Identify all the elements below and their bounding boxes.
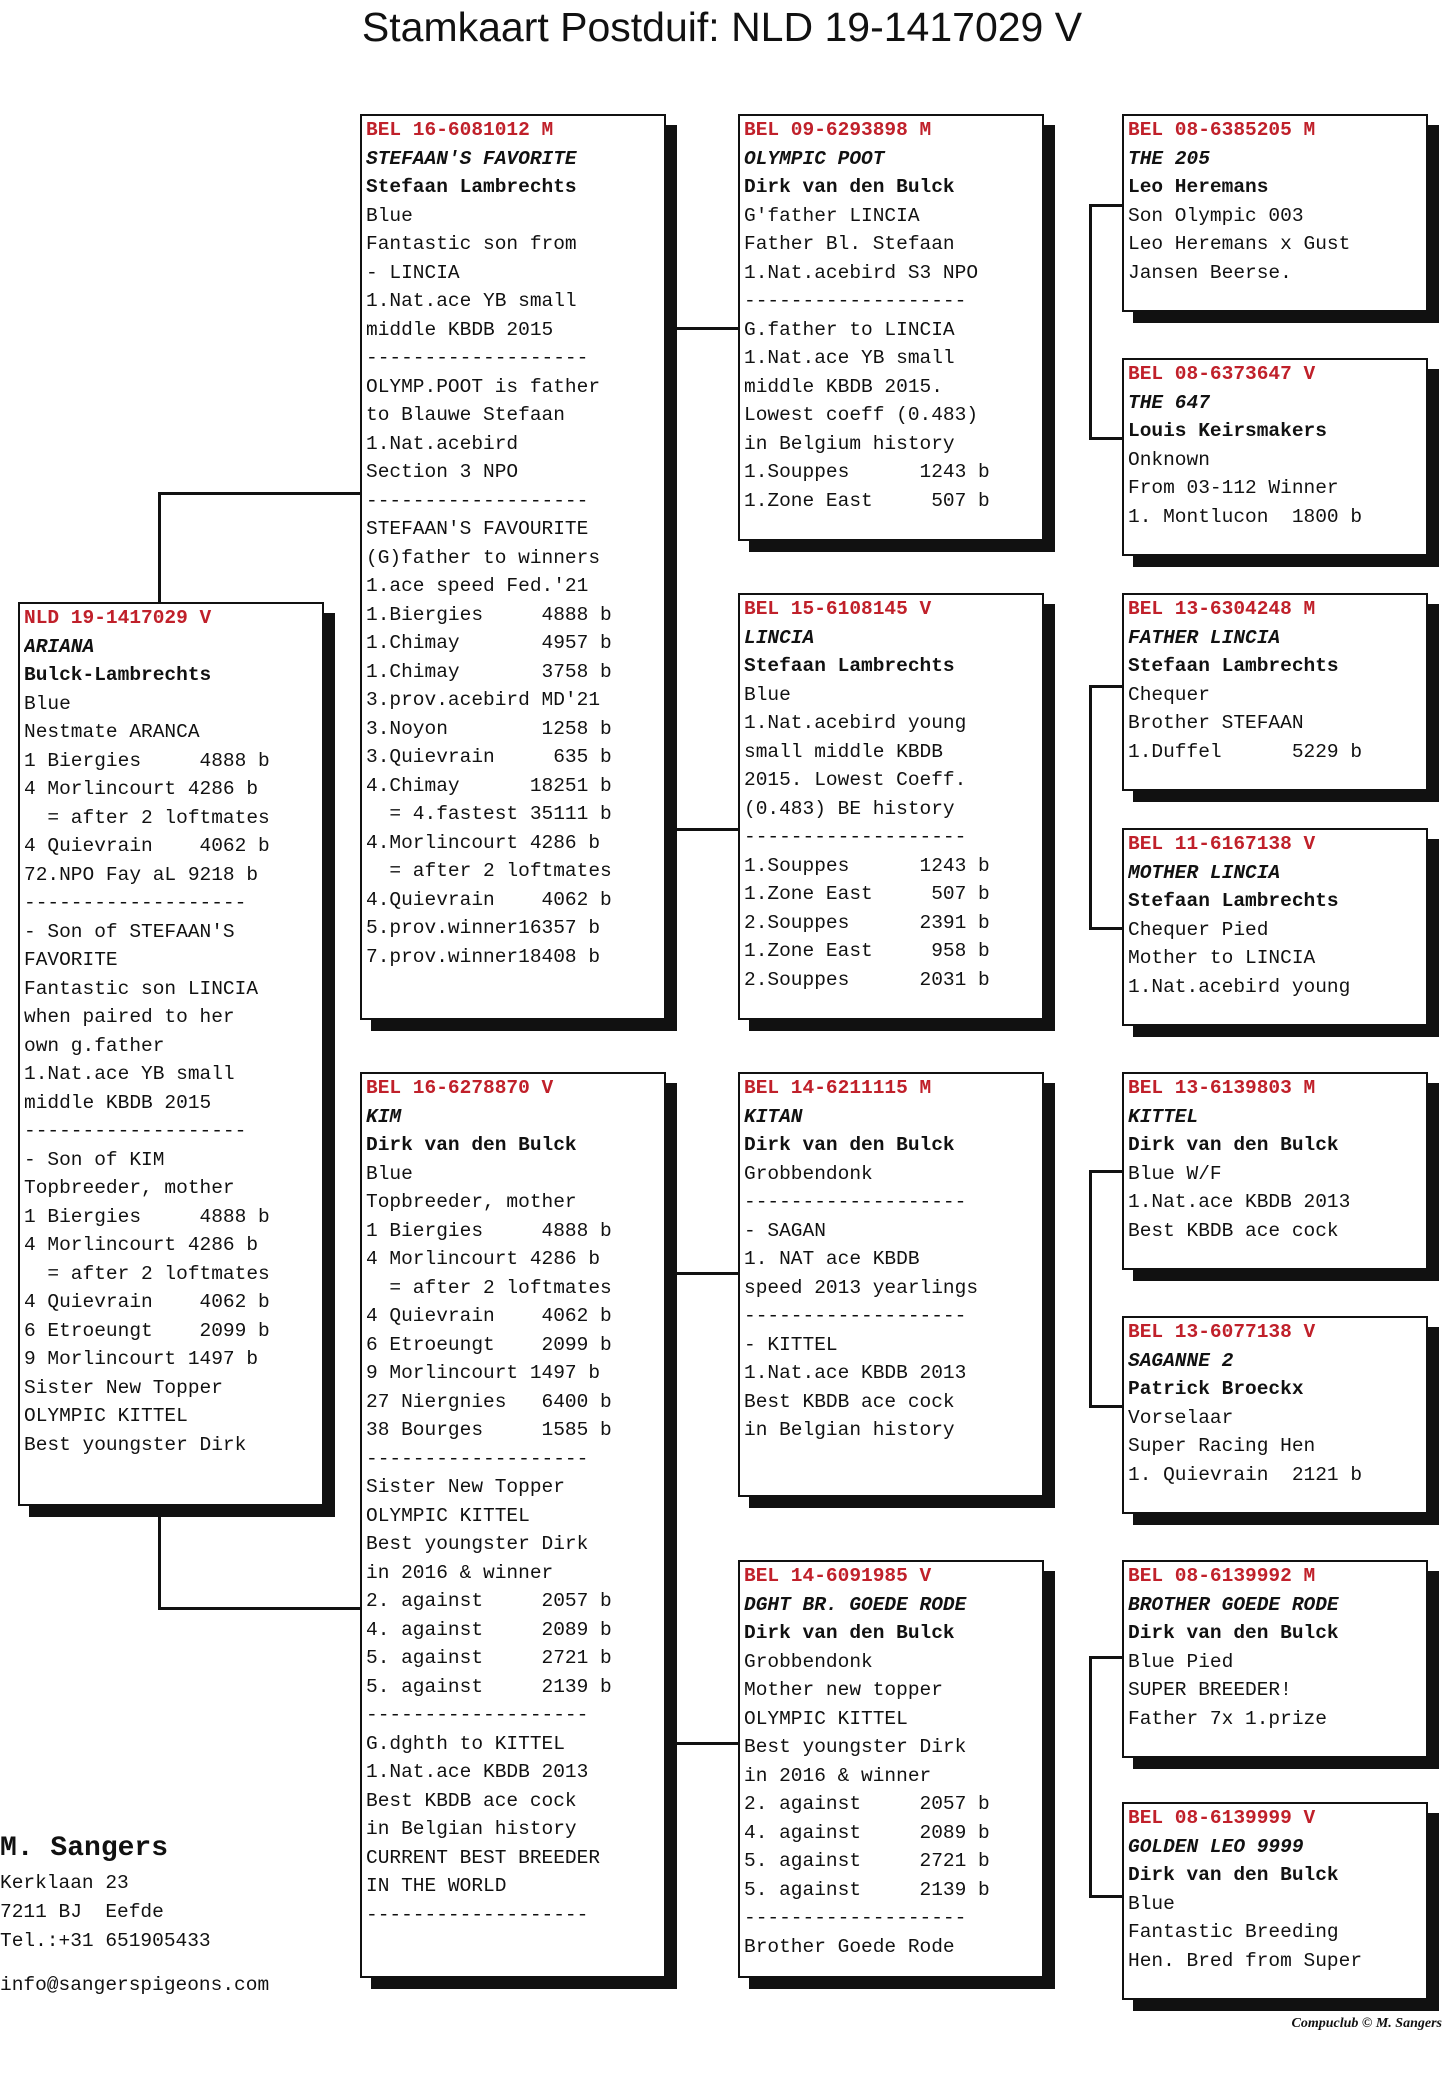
info-line: 2.Souppes 2391 b (744, 911, 990, 934)
info-line: ------------------- (366, 347, 589, 369)
breeder-name: Stefaan Lambrechts (366, 176, 577, 198)
ring-number: BEL 08-6139992 M (1128, 1565, 1316, 1587)
software-credit: Compuclub © M. Sangers (1291, 2016, 1442, 2031)
breeder-name: Dirk van den Bulck (744, 1134, 955, 1156)
info-line: 1.Zone East 507 b (744, 883, 990, 905)
info-line: 1.ace speed Fed.'21 (366, 575, 589, 597)
info-line: Fantastic son from (366, 233, 577, 255)
info-line: Best KBDB ace cock (366, 1789, 577, 1812)
breeder-name: Dirk van den Bulck (1128, 1622, 1339, 1644)
info-line: Leo Heremans x Gust (1128, 233, 1351, 255)
info-line: = after 2 loftmates (24, 1262, 270, 1285)
owner-phone: Tel.:+31 651905433 (0, 1930, 211, 1952)
info-line: Sister New Topper (366, 1476, 565, 1498)
info-line: 5. against 2721 b (744, 1850, 990, 1872)
ring-number: BEL 15-6108145 V (744, 598, 932, 620)
info-line: 4 Morlincourt 4286 b (24, 1234, 259, 1256)
connector-line (1089, 204, 1092, 440)
info-line: 1 Biergies 4888 b (24, 749, 270, 772)
pigeon-card-great-grandparent (1122, 358, 1428, 556)
owner-city: 7211 BJ Eefde (0, 1901, 164, 1923)
owner-address: Kerklaan 23 (0, 1872, 129, 1894)
info-line: Blue (744, 683, 791, 706)
pigeon-card-great-grandparent (1122, 1802, 1428, 2000)
info-line: ------------------- (744, 1305, 967, 1327)
connector-line (1089, 437, 1122, 440)
page-title: Stamkaart Postduif: NLD 19-1417029 V (361, 4, 1083, 50)
info-line: Nestmate ARANCA (24, 721, 200, 743)
info-line: Grobbendonk (744, 1650, 873, 1673)
info-line: Blue W/F (1128, 1162, 1222, 1185)
pigeon-card-subject (18, 602, 324, 1506)
info-line: 2. against 2057 b (366, 1590, 612, 1612)
info-line: 4.Chimay 18251 b (366, 774, 612, 797)
ring-number: BEL 08-6385205 M (1128, 119, 1316, 141)
pigeon-name: THE 647 (1128, 391, 1210, 414)
pigeon-name: GOLDEN LEO 9999 (1128, 1835, 1304, 1858)
pigeon-name: KIM (366, 1105, 402, 1128)
info-line: 1.Chimay 4957 b (366, 632, 612, 654)
connector-line (158, 1607, 360, 1610)
info-line: OLYMPIC KITTEL (744, 1707, 908, 1730)
breeder-name: Bulck-Lambrechts (24, 664, 212, 686)
pigeon-card-maternal-grandfather (738, 1072, 1044, 1497)
info-line: Section 3 NPO (366, 461, 519, 483)
info-line: 2015. Lowest Coeff. (744, 769, 967, 791)
info-line: ------------------- (366, 489, 589, 512)
pigeon-name: MOTHER LINCIA (1128, 861, 1281, 884)
connector-line (158, 492, 161, 602)
info-line: in Belgian history (744, 1419, 955, 1441)
breeder-name: Dirk van den Bulck (744, 1622, 955, 1644)
breeder-name: Dirk van den Bulck (366, 1134, 577, 1156)
info-line: 1.Chimay 3758 b (366, 660, 612, 683)
pigeon-name: DGHT BR. GOEDE RODE (744, 1593, 967, 1616)
info-line: 2. against 2057 b (744, 1793, 990, 1815)
info-line: own g.father (24, 1034, 165, 1057)
info-line: Best KBDB ace cock (744, 1390, 955, 1413)
info-line: 72.NPO Fay aL 9218 b (24, 863, 259, 886)
info-line: ------------------- (744, 1907, 967, 1929)
info-line: 1.Zone East 507 b (744, 489, 990, 512)
info-line: 1.Souppes 1243 b (744, 854, 990, 877)
info-line: speed 2013 yearlings (744, 1276, 979, 1299)
info-line: Hen. Bred from Super (1128, 1949, 1363, 1972)
info-line: 4 Quievrain 4062 b (24, 1291, 270, 1313)
info-line: Mother to LINCIA (1128, 947, 1316, 969)
info-line: 6 Etroeungt 2099 b (366, 1333, 612, 1356)
pigeon-name: KITTEL (1128, 1105, 1199, 1128)
info-line: - KITTEL (744, 1333, 838, 1356)
info-line: 1.Nat.acebird S3 NPO (744, 261, 979, 284)
info-line: 5. against 2139 b (366, 1675, 612, 1698)
info-line: (0.483) BE history (744, 797, 955, 820)
info-line: ------------------- (744, 1191, 967, 1213)
ring-number: BEL 11-6167138 V (1128, 833, 1316, 855)
connector-line (1089, 1656, 1122, 1659)
info-line: in Belgium history (744, 432, 955, 455)
info-line: 1.Duffel 5229 b (1128, 740, 1363, 763)
info-line: 9 Morlincourt 1497 b (366, 1362, 601, 1384)
ring-number: BEL 09-6293898 M (744, 119, 932, 141)
info-line: 5. against 2721 b (366, 1647, 612, 1669)
info-line: middle KBDB 2015. (744, 375, 943, 398)
info-line: 3.prov.acebird MD'21 (366, 689, 601, 711)
info-line: = 4.fastest 35111 b (366, 803, 612, 825)
info-line: = after 2 loftmates (366, 1276, 612, 1299)
breeder-name: Stefaan Lambrechts (1128, 655, 1339, 677)
info-line: Brother STEFAAN (1128, 712, 1304, 734)
ring-number: BEL 13-6139803 M (1128, 1077, 1316, 1099)
breeder-name: Patrick Broeckx (1128, 1378, 1304, 1400)
pigeon-card-great-grandparent (1122, 1560, 1428, 1758)
pigeon-card-great-grandparent (1122, 593, 1428, 791)
info-line: 1.Nat.acebird (366, 432, 519, 455)
connector-line (1089, 1405, 1122, 1408)
info-line: in 2016 & winner (366, 1561, 554, 1584)
owner-name: M. Sangers (0, 1833, 169, 1864)
info-line: 4. against 2089 b (744, 1821, 990, 1844)
info-line: IN THE WORLD (366, 1875, 507, 1897)
info-line: 5.prov.winner16357 b (366, 917, 601, 939)
info-line: Lowest coeff (0.483) (744, 404, 979, 426)
info-line: Blue (24, 692, 71, 715)
breeder-name: Dirk van den Bulck (1128, 1864, 1339, 1886)
info-line: 1.Nat.ace KBDB 2013 (366, 1761, 589, 1783)
info-line: Onknown (1128, 448, 1210, 471)
pigeon-name: OLYMPIC POOT (744, 147, 885, 170)
info-line: Mother new topper (744, 1679, 943, 1701)
info-line: 4.Quievrain 4062 b (366, 888, 612, 911)
info-line: 2.Souppes 2031 b (744, 968, 990, 991)
info-line: STEFAAN'S FAVOURITE (366, 518, 589, 540)
info-line: Father 7x 1.prize (1128, 1707, 1327, 1730)
pigeon-card-paternal-grandfather (738, 114, 1044, 541)
breeder-name: Louis Keirsmakers (1128, 420, 1327, 442)
info-line: ------------------- (744, 826, 967, 848)
ring-number: BEL 08-6139999 V (1128, 1807, 1316, 1829)
info-line: in Belgian history (366, 1818, 577, 1840)
info-line: From 03-112 Winner (1128, 477, 1339, 499)
info-line: 9 Morlincourt 1497 b (24, 1348, 259, 1370)
info-line: CURRENT BEST BREEDER (366, 1846, 601, 1869)
info-line: 1.Zone East 958 b (744, 940, 990, 962)
owner-email: info@sangerspigeons.com (0, 1974, 270, 1996)
breeder-name: Dirk van den Bulck (1128, 1134, 1339, 1156)
info-line: Son Olympic 003 (1128, 204, 1304, 227)
connector-line (1089, 1170, 1122, 1173)
info-line: Grobbendonk (744, 1162, 873, 1185)
info-line: 1. Quievrain 2121 b (1128, 1463, 1363, 1486)
pigeon-card-mother (360, 1072, 666, 1978)
pigeon-name: SAGANNE 2 (1128, 1349, 1234, 1372)
info-line: in 2016 & winner (744, 1764, 932, 1787)
info-line: 1.Nat.ace YB small (366, 290, 577, 312)
info-line: - LINCIA (366, 261, 460, 284)
info-line: 4.Morlincourt 4286 b (366, 831, 601, 854)
info-line: middle KBDB 2015 (24, 1091, 212, 1114)
info-line: Sister New Topper (24, 1376, 223, 1399)
info-line: = after 2 loftmates (24, 806, 270, 829)
info-line: Jansen Beerse. (1128, 261, 1292, 284)
info-line: (G)father to winners (366, 546, 601, 569)
info-line: when paired to her (24, 1006, 235, 1028)
info-line: OLYMPIC KITTEL (366, 1504, 530, 1527)
info-line: 4 Quievrain 4062 b (24, 835, 270, 857)
info-line: 1. Montlucon 1800 b (1128, 505, 1363, 528)
info-line: - Son of STEFAAN'S (24, 920, 235, 943)
info-line: 1.Nat.ace KBDB 2013 (1128, 1191, 1351, 1213)
connector-line (1089, 685, 1092, 930)
info-line: 5. against 2139 b (744, 1878, 990, 1901)
info-line: 1.Nat.acebird young (1128, 975, 1351, 998)
info-line: Topbreeder, mother (24, 1177, 235, 1199)
pigeon-name: STEFAAN'S FAVORITE (366, 147, 577, 170)
connector-line (1089, 1895, 1122, 1898)
info-line: Blue (1128, 1892, 1175, 1915)
pigeon-name: FATHER LINCIA (1128, 626, 1281, 649)
pigeon-card-great-grandparent (1122, 828, 1428, 1026)
info-line: ------------------- (366, 1903, 589, 1926)
connector-line (1089, 1656, 1092, 1898)
connector-line (1089, 1170, 1092, 1408)
info-line: Super Racing Hen (1128, 1435, 1316, 1457)
pigeon-name: KITAN (744, 1105, 803, 1128)
info-line: Fantastic Breeding (1128, 1921, 1339, 1943)
connector-line (158, 1497, 161, 1607)
pigeon-card-great-grandparent (1122, 114, 1428, 312)
info-line: - Son of KIM (24, 1148, 165, 1171)
info-line: G'father LINCIA (744, 204, 920, 227)
info-line: 38 Bourges 1585 b (366, 1419, 612, 1441)
ring-number: BEL 14-6091985 V (744, 1565, 932, 1587)
info-line: Blue (366, 204, 413, 227)
info-line: 1.Nat.ace KBDB 2013 (744, 1362, 967, 1384)
info-line: OLYMPIC KITTEL (24, 1405, 188, 1427)
pigeon-card-maternal-grandmother (738, 1560, 1044, 1978)
info-line: Chequer (1128, 683, 1210, 706)
info-line: SUPER BREEDER! (1128, 1679, 1292, 1701)
info-line: 3.Noyon 1258 b (366, 717, 612, 740)
info-line: G.father to LINCIA (744, 318, 955, 341)
info-line: 1.Biergies 4888 b (366, 603, 612, 626)
ring-number: BEL 16-6081012 M (366, 119, 554, 141)
owner-info (0, 1829, 269, 2000)
breeder-name: Stefaan Lambrechts (744, 655, 955, 677)
info-line: FAVORITE (24, 949, 118, 971)
info-line: 4 Morlincourt 4286 b (366, 1248, 601, 1270)
pigeon-name: THE 205 (1128, 147, 1210, 170)
info-line: Best youngster Dirk (744, 1736, 967, 1758)
pigeon-name: BROTHER GOEDE RODE (1128, 1593, 1339, 1616)
connector-line (1089, 927, 1122, 930)
info-line: 7.prov.winner18408 b (366, 945, 601, 968)
info-line: 3.Quievrain 635 b (366, 746, 612, 768)
ring-number: NLD 19-1417029 V (24, 607, 212, 629)
info-line: 4 Morlincourt 4286 b (24, 778, 259, 800)
info-line: Fantastic son LINCIA (24, 977, 259, 1000)
info-line: 1 Biergies 4888 b (24, 1205, 270, 1228)
info-line: OLYMP.POOT is father (366, 375, 601, 398)
info-line: small middle KBDB (744, 740, 943, 763)
connector-line (1089, 685, 1122, 688)
breeder-name: Dirk van den Bulck (744, 176, 955, 198)
info-line: Father Bl. Stefaan (744, 233, 955, 255)
info-line: 1.Nat.acebird young (744, 712, 967, 734)
info-line: to Blauwe Stefaan (366, 404, 565, 426)
info-line: ------------------- (366, 1704, 589, 1726)
pigeon-name: LINCIA (744, 626, 815, 649)
info-line: 1 Biergies 4888 b (366, 1219, 612, 1242)
info-line: Best youngster Dirk (366, 1533, 589, 1555)
info-line: Topbreeder, mother (366, 1191, 577, 1213)
ring-number: BEL 08-6373647 V (1128, 363, 1316, 385)
pigeon-card-paternal-grandmother (738, 593, 1044, 1020)
pigeon-card-father (360, 114, 666, 1020)
ring-number: BEL 13-6077138 V (1128, 1321, 1316, 1343)
info-line: - SAGAN (744, 1219, 826, 1242)
info-line: Best KBDB ace cock (1128, 1219, 1339, 1242)
info-line: 4. against 2089 b (366, 1618, 612, 1641)
breeder-name: Stefaan Lambrechts (1128, 890, 1339, 912)
ring-number: BEL 16-6278870 V (366, 1077, 554, 1099)
breeder-name: Leo Heremans (1128, 176, 1269, 198)
info-line: = after 2 loftmates (366, 860, 612, 882)
info-line: middle KBDB 2015 (366, 318, 554, 341)
info-line: 6 Etroeungt 2099 b (24, 1319, 270, 1342)
info-line: ------------------- (366, 1447, 589, 1470)
info-line: ------------------- (24, 892, 247, 914)
pigeon-card-great-grandparent (1122, 1316, 1428, 1514)
ring-number: BEL 14-6211115 M (744, 1077, 932, 1099)
info-line: 1.Souppes 1243 b (744, 461, 990, 483)
info-line: ------------------- (24, 1120, 247, 1142)
info-line: 1. NAT ace KBDB (744, 1248, 920, 1270)
connector-line (158, 492, 360, 495)
info-line: Vorselaar (1128, 1406, 1234, 1429)
pigeon-name: ARIANA (24, 635, 95, 658)
info-line: Best youngster Dirk (24, 1433, 247, 1456)
info-line: Blue Pied (1128, 1650, 1234, 1673)
info-line: 1.Nat.ace YB small (24, 1063, 235, 1085)
info-line: 27 Niergnies 6400 b (366, 1390, 612, 1413)
info-line: 4 Quievrain 4062 b (366, 1305, 612, 1327)
ring-number: BEL 13-6304248 M (1128, 598, 1316, 620)
connector-line (1089, 204, 1122, 207)
pigeon-card-great-grandparent (1122, 1072, 1428, 1270)
info-line: G.dghth to KITTEL (366, 1732, 565, 1755)
info-line: 1.Nat.ace YB small (744, 347, 955, 369)
info-line: ------------------- (744, 290, 967, 312)
info-line: Brother Goede Rode (744, 1935, 955, 1958)
info-line: Blue (366, 1162, 413, 1185)
info-line: Chequer Pied (1128, 918, 1269, 941)
